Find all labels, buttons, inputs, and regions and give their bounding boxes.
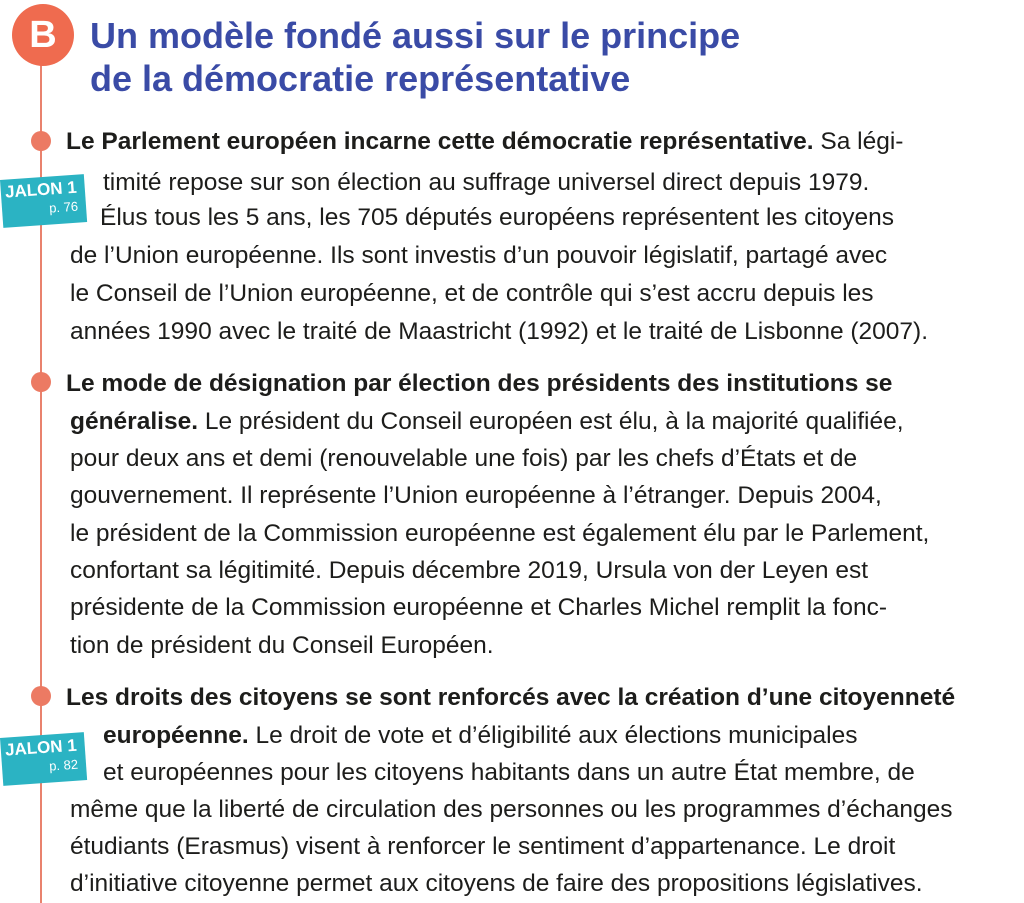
line-text: de l’Union européenne. Ils sont investis d’un pouvoir législatif, partagé avec [70, 242, 888, 269]
line-text: Le droit de vote et d’éligibilité aux élections municipales [248, 722, 858, 749]
paragraph-line [66, 366, 892, 401]
bold-lead: Les droits des citoyens se sont renforcés avec la création d’une citoyenneté [66, 684, 956, 711]
paragraph-line [103, 718, 857, 753]
line-text: tion de président du Conseil Européen. [70, 632, 494, 659]
bullet-dot [31, 686, 51, 706]
line-text: confortant sa légitimité. Depuis décembre 2019, Ursula von der Leyen est [70, 557, 869, 584]
paragraph-line [70, 404, 904, 439]
line-text: étudiants (Erasmus) visent à renforcer le sentiment d’appartenance. Le droit [70, 833, 896, 860]
bold-lead: Le Parlement européen incarne cette démocratie représentative. [66, 128, 814, 155]
paragraph-line [70, 628, 494, 663]
paragraph-line [70, 314, 928, 349]
paragraph-line [70, 553, 868, 588]
line-text: le Conseil de l’Union européenne, et de contrôle qui s’est accru depuis les [70, 280, 874, 307]
line-text: d’initiative citoyenne permet aux citoyens de faire des propositions législatives. [70, 870, 923, 897]
paragraph-line [70, 516, 929, 551]
bold-lead: Le mode de désignation par élection des présidents des institutions se [66, 370, 893, 397]
section-badge: B [12, 4, 74, 66]
line-text: pour deux ans et demi (renouvelable une fois) par les chefs d’États et de [70, 445, 858, 472]
line-text: présidente de la Commission européenne et Charles Michel remplit la fonc- [70, 594, 888, 621]
jalon-page: p. 82 [48, 756, 79, 774]
paragraph-line [70, 866, 923, 901]
line-text: Sa légi- [813, 128, 904, 155]
paragraph-line [70, 590, 887, 625]
line-text: même que la liberté de circulation des personnes ou les programmes d’échanges [70, 796, 953, 823]
bold-lead: européenne. [103, 722, 249, 749]
line-text: Élus tous les 5 ans, les 705 députés européens représentent les citoyens [100, 204, 895, 231]
section-title-line: de la démocratie représentative [90, 58, 631, 99]
jalon-reference-tag[interactable] [0, 732, 87, 786]
line-text: timité repose sur son élection au suffrage universel direct depuis 1979. [103, 169, 870, 196]
paragraph-line [103, 165, 869, 200]
section-title-line: Un modèle fondé aussi sur le principe [90, 15, 741, 56]
jalon-page: p. 76 [48, 198, 79, 216]
line-text: le président de la Commission européenne est également élu par le Parlement, [70, 520, 930, 547]
paragraph-line [103, 755, 915, 790]
paragraph-line [70, 441, 857, 476]
jalon-label: JALON 1 [4, 735, 78, 760]
line-text: et européennes pour les citoyens habitants dans un autre État membre, de [103, 759, 915, 786]
paragraph-line [66, 680, 955, 715]
line-text: années 1990 avec le traité de Maastricht (1992) et le traité de Lisbonne (2007). [70, 318, 929, 345]
bold-lead: généralise. [70, 408, 199, 435]
paragraph-line [70, 478, 882, 513]
jalon-label: JALON 1 [4, 177, 78, 202]
paragraph-line [100, 200, 894, 235]
section-title [90, 14, 740, 100]
line-text: Le président du Conseil européen est élu, à la majorité qualifiée, [198, 408, 904, 435]
bullet-dot [31, 131, 51, 151]
jalon-reference-tag[interactable] [0, 174, 87, 228]
paragraph-line [70, 238, 887, 273]
paragraph-line [70, 276, 874, 311]
bullet-dot [31, 372, 51, 392]
paragraph-line [70, 829, 895, 864]
paragraph-line [70, 792, 953, 827]
paragraph-line [66, 124, 903, 159]
line-text: gouvernement. Il représente l’Union européenne à l’étranger. Depuis 2004, [70, 482, 882, 509]
